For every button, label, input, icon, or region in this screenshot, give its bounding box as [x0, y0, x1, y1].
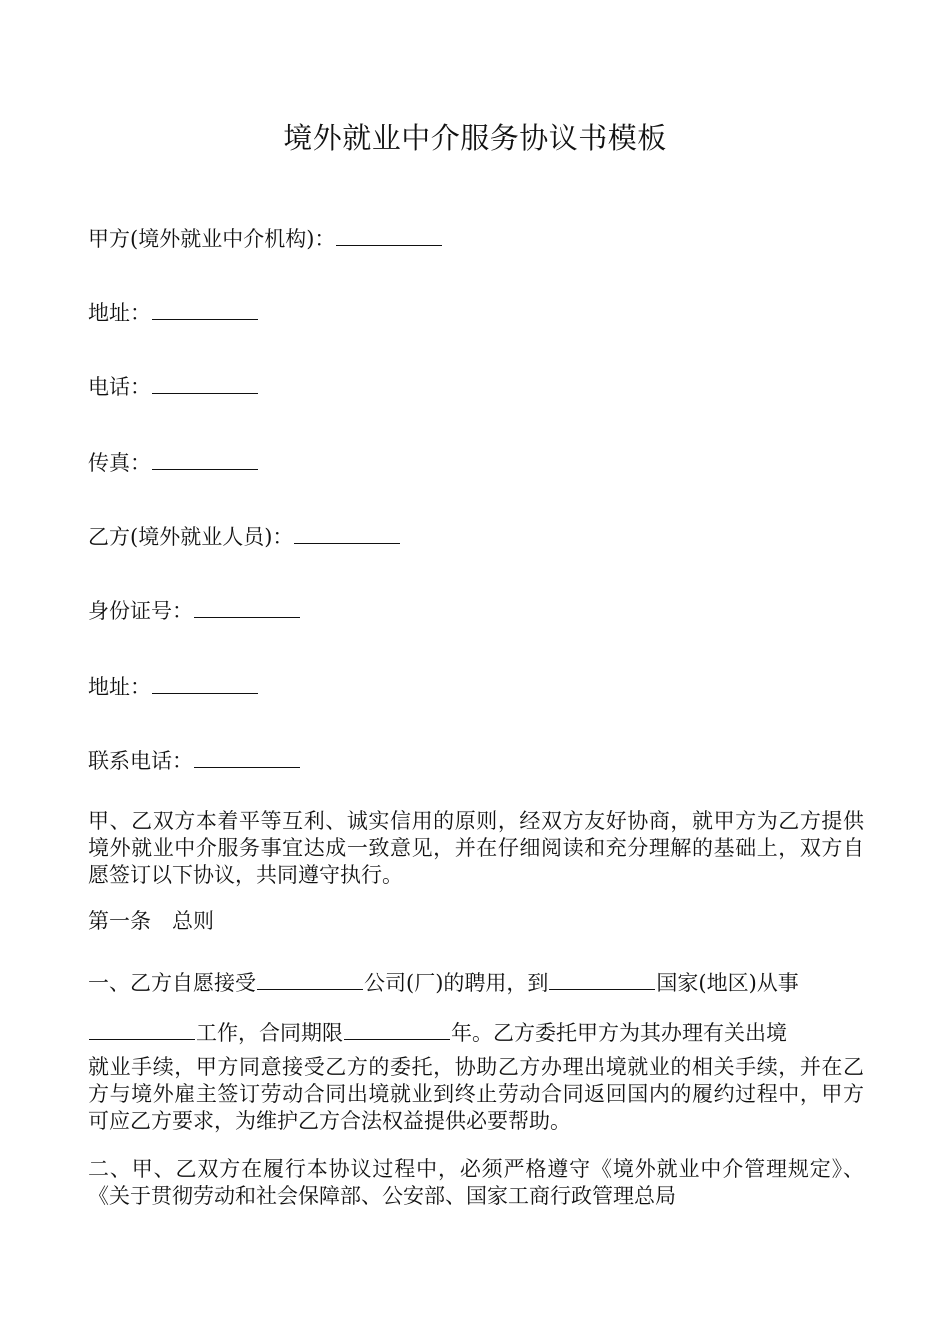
clause-text: 年。乙方委托甲方为其办理有关出境 [451, 1021, 787, 1045]
field-party-a [88, 224, 443, 253]
field-label: 甲方(境外就业中介机构)： [88, 227, 336, 251]
blank-line [152, 298, 258, 320]
blank-line [152, 372, 258, 394]
blank-line [344, 1018, 450, 1040]
field-contact-phone [88, 746, 301, 775]
clause2-paragraph: 二、甲、乙双方在履行本协议过程中，必须严格遵守《境外就业中介管理规定》、《关于贯彻劳动和社会保障部、公安部、国家工商行政管理总局 [88, 1157, 864, 1208]
field-label: 身份证号： [88, 599, 193, 623]
preamble-paragraph: 甲、乙双方本着平等互利、诚实信用的原则，经双方友好协商，就甲方为乙方提供境外就业中介服务事宜达成一致意见，并在仔细阅读和充分理解的基础上，双方自愿签订以下协议，共同遵守执行。 [88, 809, 864, 887]
blank-line [336, 224, 442, 246]
field-id-number [88, 596, 301, 625]
clause-text: 工作，合同期限 [196, 1021, 343, 1045]
blank-line [294, 522, 400, 544]
clause-text: 国家(地区)从事 [656, 971, 799, 995]
field-label: 地址： [88, 301, 151, 325]
blank-line [152, 672, 258, 694]
field-label: 乙方(境外就业人员)： [88, 525, 294, 549]
field-fax-a [88, 448, 259, 477]
field-party-b [88, 522, 401, 551]
article-heading: 第一条 总则 [88, 909, 214, 933]
field-address-a [88, 298, 259, 327]
field-label: 地址： [88, 675, 151, 699]
clause1-paragraph: 就业手续，甲方同意接受乙方的委托，协助乙方办理出境就业的相关手续，并在乙方与境外雇主签订劳动合同出境就业到终止劳动合同返回国内的履约过程中，甲方可应乙方要求，为维护乙方合法权益提供必要帮助。 [88, 1055, 864, 1133]
blank-line [152, 448, 258, 470]
blank-line [194, 596, 300, 618]
field-label: 电话： [88, 375, 151, 399]
blank-line [194, 746, 300, 768]
field-label: 传真： [88, 451, 151, 475]
document-title: 境外就业中介服务协议书模板 [283, 121, 667, 155]
clause1-line2 [88, 1018, 787, 1047]
clause-text: 一、乙方自愿接受 [88, 971, 256, 995]
blank-line [549, 968, 655, 990]
blank-line [257, 968, 363, 990]
clause1-line1 [88, 968, 799, 997]
blank-line [89, 1018, 195, 1040]
field-phone-a [88, 372, 259, 401]
field-label: 联系电话： [88, 749, 193, 773]
clause-text: 公司(厂)的聘用，到 [364, 971, 549, 995]
field-address-b [88, 672, 259, 701]
